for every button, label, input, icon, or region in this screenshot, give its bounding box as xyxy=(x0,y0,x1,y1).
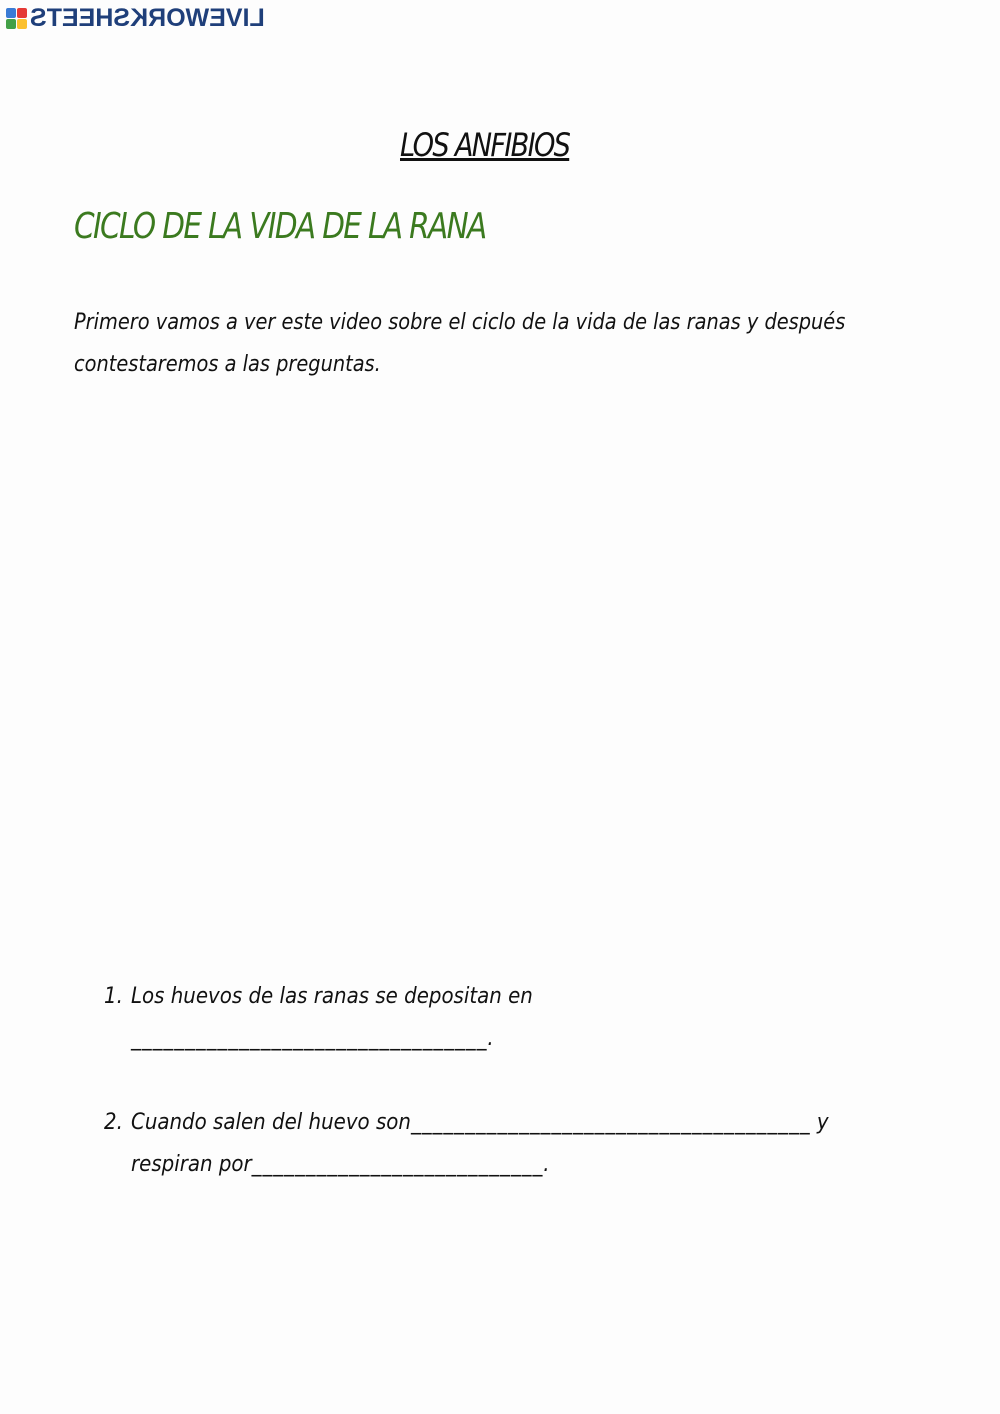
question-text-tail: y xyxy=(810,1110,829,1135)
question-number: 1. xyxy=(104,984,123,1009)
logo-blocks-icon xyxy=(6,8,27,29)
answer-blank[interactable]: _________________________________. xyxy=(131,1026,495,1051)
section-subtitle: CICLO DE LA VIDA DE LA RANA xyxy=(74,206,486,247)
question-text: Los huevos de las ranas se depositan en xyxy=(131,984,533,1009)
question-text: Cuando salen del huevo son xyxy=(131,1110,411,1135)
intro-text xyxy=(74,302,866,386)
intro-line-2: contestaremos a las preguntas. xyxy=(74,352,381,377)
answer-blank-2[interactable]: ___________________________. xyxy=(251,1152,551,1177)
question-1 xyxy=(104,976,533,1060)
question-number: 2. xyxy=(104,1110,123,1135)
question-2 xyxy=(104,1102,829,1186)
page-title: LOS ANFIBIOS xyxy=(400,126,570,164)
intro-line-1: Primero vamos a ver este video sobre el ciclo de la vida de las ranas y después xyxy=(74,310,846,335)
answer-blank[interactable]: _____________________________________ xyxy=(410,1110,811,1135)
liveworksheets-logo xyxy=(6,4,265,33)
question-text-2: respiran por xyxy=(131,1152,252,1177)
logo-text: LIVEWORKSHEETS xyxy=(30,4,265,32)
